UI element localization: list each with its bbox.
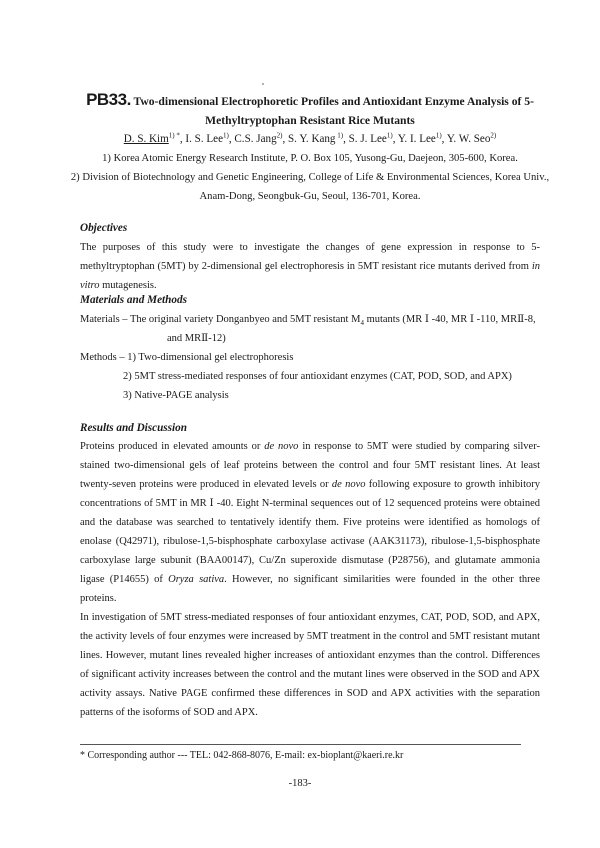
materials-line-cont: and MRⅡ-12) bbox=[167, 333, 226, 344]
footnote-divider bbox=[80, 744, 521, 745]
author-sup: 2) bbox=[490, 131, 497, 140]
scan-speck bbox=[262, 83, 264, 85]
results-section bbox=[80, 420, 540, 722]
author-sup: 1) bbox=[335, 131, 344, 140]
de-novo-term: de novo bbox=[331, 479, 366, 490]
author-name: S. Y. Kang bbox=[288, 133, 336, 145]
page-number: -183- bbox=[288, 778, 312, 789]
methods-heading: Materials and Methods bbox=[80, 294, 187, 306]
title-line-1 bbox=[60, 90, 560, 111]
corresponding-author-footnote: * Corresponding author --- TEL: 042-868-8076, E-mail: ex-bioplant@kaeri.re.kr bbox=[80, 750, 404, 761]
objectives-section bbox=[80, 220, 540, 295]
author-name: C.S. Jang bbox=[234, 133, 277, 145]
results-heading: Results and Discussion bbox=[80, 422, 187, 434]
affiliation-2-cont: Anam-Dong, Seongbuk-Gu, Seoul, 136-701, Korea. bbox=[199, 191, 421, 202]
methods-item-3: 3) Native-PAGE analysis bbox=[123, 390, 229, 401]
affiliation-2: 2) Division of Biotechnology and Genetic Engineering, College of Life & Environmental Sciences, Korea Univ., bbox=[70, 172, 550, 183]
abstract-code: PB33. bbox=[86, 90, 131, 109]
author-sup: 2) bbox=[276, 131, 283, 140]
author-name: S. J. Lee bbox=[348, 133, 387, 145]
title-line-2: Methyltryptophan Resistant Rice Mutants bbox=[205, 114, 415, 127]
de-novo-term: de novo bbox=[264, 441, 299, 452]
results-paragraph-1: Proteins produced in elevated amounts or de novo in response to 5MT were studied by comparing silver-stained two-dimensional gels of leaf proteins between the control and four 5MT resistant lines. At least twenty-seven proteins were produced in elevated levels or de novo following exposure to growth inhibitory concentrations of 5MT in MR Ⅰ -40. Eight N-terminal sequences out of 12 sequenced proteins were obtained and the database was searched to tentatively identify them. Five proteins were identified as homologs of enolase (Q42971), ribulose-1,5-bisphosphate carboxylase activase (AAK31173), ribulose-1,5-bisphosphate carboxylase large subunit (BAA00147), Cu/Zn superoxide dismutase (P28756), and glutamate ammonia ligase (P14655) of Oryza sativa. However, no significant similarities were founded in the other three proteins. bbox=[80, 441, 541, 604]
author-sup: 1) bbox=[435, 131, 442, 140]
objectives-text: The purposes of this study were to investigate the changes of gene expression in response to 5-methyltryptophan (5MT) by 2-dimensional gel electrophoresis in 5MT resistant rice mutants derived from in vitro mutagenesis. bbox=[80, 242, 540, 291]
results-paragraph-2: In investigation of 5MT stress-mediated responses of four antioxidant enzymes, CAT, POD, SOD, and APX, the activity levels of four enzymes were increased by 5MT treatment in the control and 5MT resistant mutant lines. However, mutant lines revealed higher increases of antioxidant enzymes than the control. Differences of significant activity increases between the control and the mutant lines were observed in the SOD and APX activity assays. Native PAGE confirmed these differences in SOD and APX activities with the separation patterns of the isoforms of SOD and APX. bbox=[80, 612, 540, 718]
objectives-heading: Objectives bbox=[80, 222, 128, 234]
author-list: D. S. Kim$^{1) *}$, I. S. Lee$^{1)}$, C.S. Jang$^{2)}$, S. Y. Kang $^{1)}$, S. J. Lee$^{1)}$, Y. I. Lee$^{1)}$, Y. W. Seo$^{2)}$ bbox=[123, 131, 497, 145]
in-vitro-term: in vitro bbox=[80, 261, 540, 291]
affiliation-1: 1) Korea Atomic Energy Research Institute, P. O. Box 105, Yusong-Gu, Daejeon, 305-600, Korea. bbox=[102, 153, 518, 164]
title-text-1: Two-dimensional Electrophoretic Profiles and Antioxidant Enzyme Analysis of 5- bbox=[130, 95, 534, 108]
methods-section bbox=[80, 292, 540, 405]
generation-subscript: 4 bbox=[360, 319, 364, 328]
author-sup: 1) bbox=[386, 131, 393, 140]
author-name: Y. W. Seo bbox=[446, 133, 491, 145]
materials-line: Materials – The original variety Donganbyeo and 5MT resistant $M_4$ mutants (MR Ⅰ -40, MR Ⅰ -110, MRⅡ-8, bbox=[80, 314, 536, 328]
author-sup: 1) bbox=[223, 131, 229, 140]
author-sup: 1) * bbox=[168, 131, 180, 140]
methods-item-1: Methods – 1) Two-dimensional gel electrophoresis bbox=[80, 352, 294, 363]
author-name: D. S. Kim bbox=[123, 133, 169, 145]
title-block bbox=[60, 90, 560, 206]
species-name: Oryza sativa bbox=[168, 574, 225, 585]
author-name: Y. I. Lee bbox=[397, 133, 436, 145]
methods-item-2: 2) 5MT stress-mediated responses of four antioxidant enzymes (CAT, POD, SOD, and APX) bbox=[123, 371, 512, 382]
author-name: I. S. Lee bbox=[185, 133, 223, 145]
